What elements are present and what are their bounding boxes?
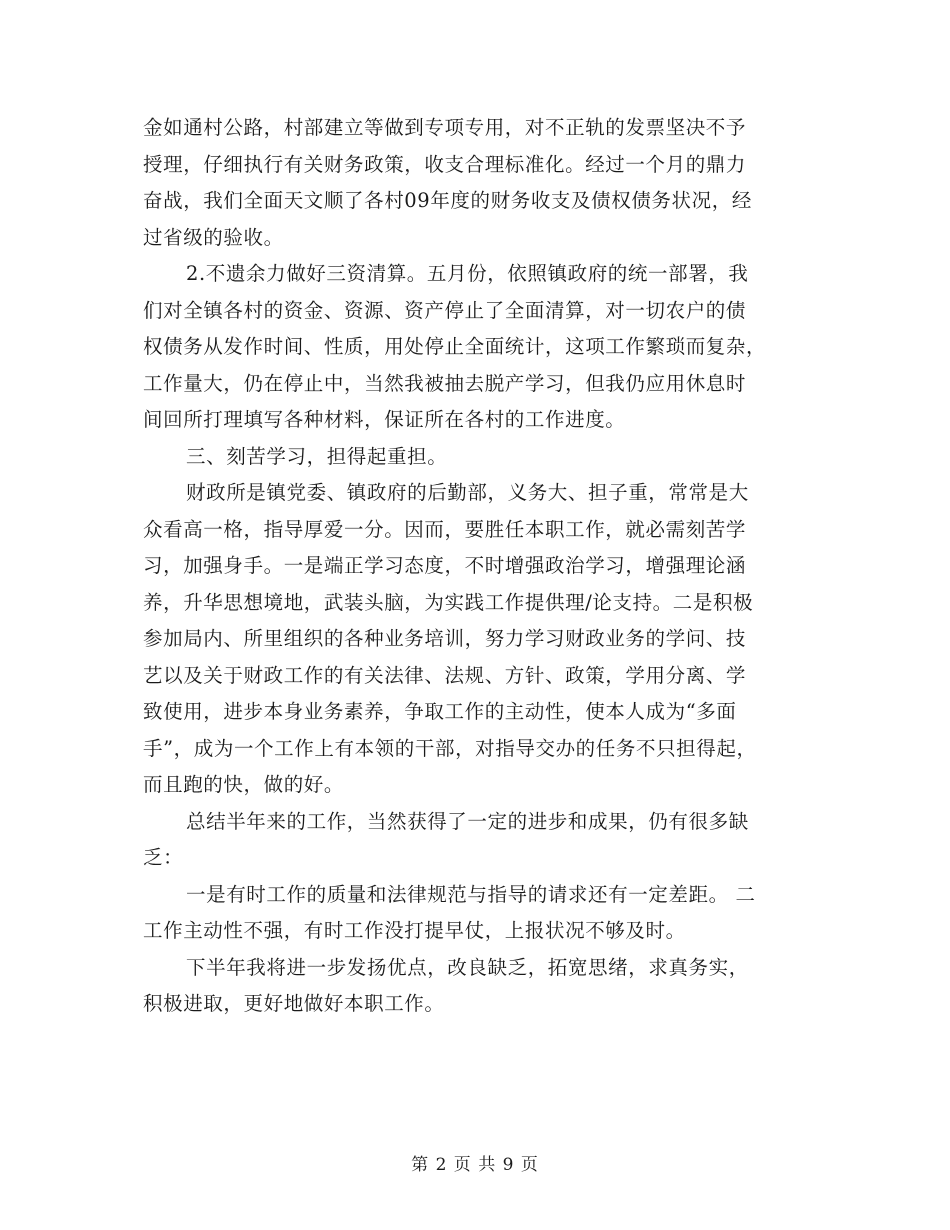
text-line: 工作量大，仍在停止中，当然我被抽去脱产学习，但我仍应用休息时	[143, 371, 747, 395]
text-line: 养，升华思想境地，武装头脑，为实践工作提供理/论支持。二是积极	[143, 590, 754, 614]
text-line: 积极进取，更好地做好本职工作。	[143, 992, 445, 1015]
text-line: 致使用，进步本身业务素养，争取工作的主动性，使本人成为“多面	[143, 700, 737, 723]
section-heading: 三、刻苦学习，担得起重担。	[186, 444, 448, 468]
text-line: 金如通村公路，村部建立等做到专项专用，对不正轨的发票坚决不予	[143, 116, 747, 139]
text-line: 习，加强身手。一是端正学习态度，不时增强政治学习，增强理论涵	[143, 554, 747, 577]
text-line: 过省级的验收。	[143, 225, 284, 249]
text-line: 权债务从发作时间、性质，用处停止全面统计，这项工作繁琐而复杂，	[143, 335, 767, 358]
text-line: 间回所打理填写各种材料，保证所在各村的工作进度。	[143, 408, 626, 431]
text-line: 下半年我将进一步发扬优点，改良缺乏，拓宽思绪，求真务实，	[186, 955, 749, 979]
text-line: 2.不遗余力做好三资清算。五月份，依照镇政府的统一部署，我	[186, 262, 749, 285]
text-line: 工作主动性不强，有时工作没打提早仗，上报状况不够及时。	[143, 919, 686, 942]
text-line: 奋战，我们全面天文顺了各村09年度的财务收支及债权债务状况，经	[143, 189, 752, 212]
text-line: 众看高一格，指导厚爱一分。因而，要胜任本职工作，就必需刻苦学	[143, 517, 747, 541]
text-line: 一是有时工作的质量和法律规范与指导的请求还有一定差距。 二	[186, 882, 756, 906]
text-line: 而且跑的快，做的好。	[143, 773, 345, 796]
text-line: 财政所是镇党委、镇政府的后勤部，义务大、担子重，常常是大	[186, 481, 749, 504]
text-line: 参加局内、所里组织的各种业务培训，努力学习财政业务的学问、技	[143, 627, 747, 650]
document-body	[143, 110, 803, 1023]
text-line: 总结半年来的工作，当然获得了一定的进步和成果，仍有很多缺	[186, 809, 749, 833]
text-line: 手”，成为一个工作上有本领的干部，对指导交办的任务不只担得起，	[143, 736, 757, 760]
text-line: 授理，仔细执行有关财务政策，收支合理标准化。经过一个月的鼎力	[143, 152, 747, 176]
text-line: 乏：	[143, 846, 184, 869]
text-line: 们对全镇各村的资金、资源、资产停止了全面清算，对一切农户的债	[143, 298, 747, 322]
page-number-footer: 第 2 页 共 9 页	[411, 1155, 539, 1175]
text-line: 艺以及关于财政工作的有关法律、法规、方针、政策，学用分离、学	[143, 663, 747, 687]
